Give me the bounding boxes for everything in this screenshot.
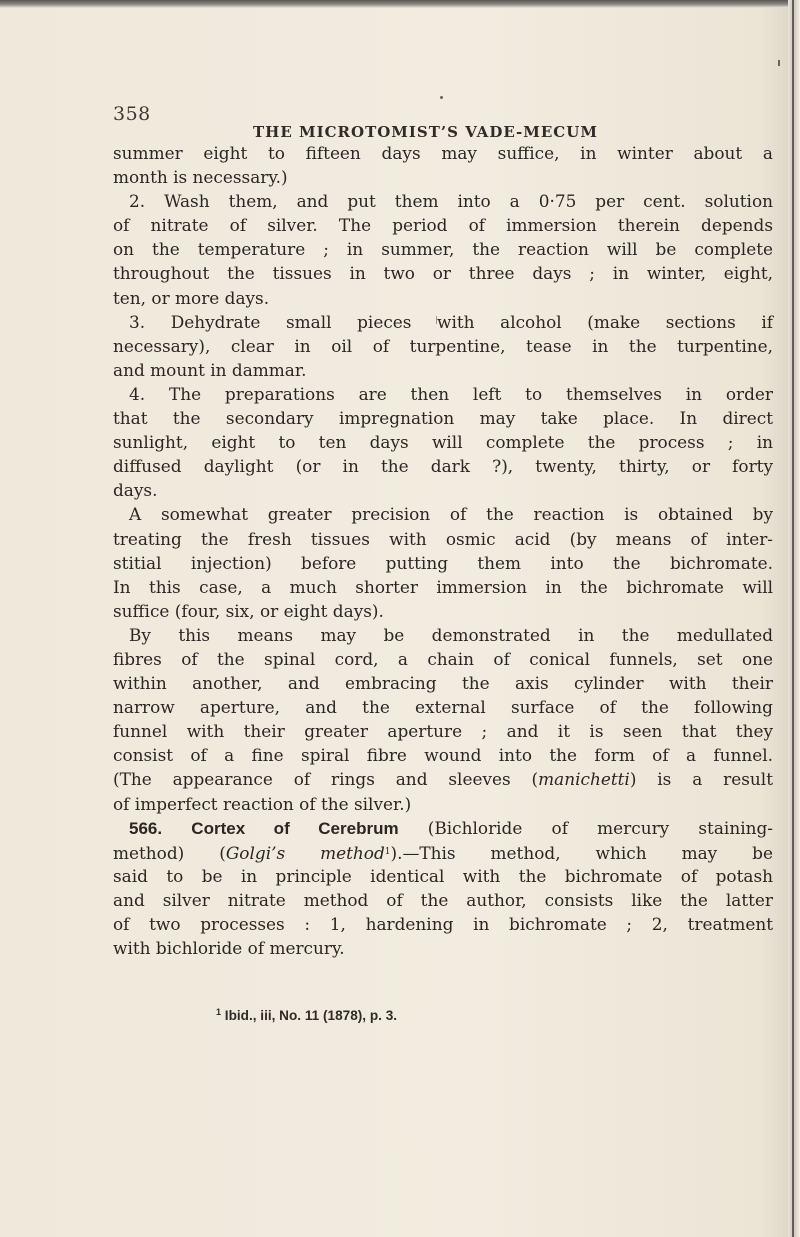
text-line: of two processes : 1, hardening in bichromate ; 2, treatment [113, 914, 773, 934]
text-line: summer eight to fifteen days may suffice, in winter about a [113, 143, 773, 163]
text-line: throughout the tissues in two or three days ; in winter, eight, [113, 263, 773, 284]
italic-term: Golgi’s method [225, 842, 385, 863]
text-line: and mount in dammar. [113, 359, 307, 380]
text-line: necessary), clear in oil of turpentine, tease in the turpentine, [113, 335, 773, 356]
text-line: month is necessary.) [113, 167, 288, 188]
italic-term: manichetti [538, 769, 630, 790]
section-heading-line [113, 816, 773, 840]
footnote-text: Ibid., iii, No. 11 (1878), p. 3. [224, 1008, 398, 1023]
text-line: 2. Wash them, and put them into a 0·75 per cent. solution [129, 191, 773, 212]
margin-speck [440, 96, 443, 99]
text-line: said to be in principle identical with the bichromate of potash [113, 865, 773, 886]
page-number: 358 [113, 103, 151, 125]
body-text [113, 141, 773, 960]
text-line: A somewhat greater precision of the reaction is obtained by [129, 504, 773, 525]
text-line: narrow aperture, and the external surface of the following [113, 697, 773, 718]
text-line: funnel with their greater aperture ; and it is seen that they [113, 721, 773, 742]
text-run: (Bichloride of mercury staining- [398, 817, 773, 838]
text-line: suffice (four, six, or eight days). [113, 600, 384, 621]
text-line [113, 767, 773, 791]
page-edge-line [792, 0, 794, 1237]
text-line: diffused daylight (or in the dark ?), twenty, thirty, or forty [113, 456, 773, 477]
text-run: ).—This method, which may be [390, 842, 773, 863]
text-run: (The appearance of rings and sleeves ( [113, 769, 539, 790]
text-line: In this case, a much shorter immersion in the bichromate will [113, 576, 773, 597]
footnote [216, 1007, 397, 1023]
footnote-reference: 1 [384, 846, 391, 857]
text-line [113, 840, 773, 864]
text-line: days. [113, 480, 158, 501]
text-line: that the secondary impregnation may take place. In direct [113, 408, 773, 429]
text-line: of imperfect reaction of the silver.) [113, 793, 412, 814]
text-line: consist of a fine spiral fibre wound into the form of a funnel. [113, 745, 773, 766]
text-line: stitial injection) before putting them into the bichromate. [113, 552, 773, 573]
running-title: THE MICROTOMIST’S VADE-MECUM [253, 123, 598, 141]
page-header [113, 103, 773, 141]
section-number: 566. [129, 818, 163, 838]
text-line: and silver nitrate method of the author, consists like the latter [113, 889, 773, 910]
text-run: method) ( [113, 842, 226, 863]
footnote-marker: 1 [216, 1007, 222, 1017]
text-line: on the temperature ; in summer, the reaction will be complete [113, 239, 773, 260]
page-gutter-edge [788, 0, 800, 1237]
margin-speck-3 [778, 60, 780, 66]
text-line: 3. Dehydrate small pieces with alcohol (make sections if [129, 311, 773, 332]
text-line: By this means may be demonstrated in the medullated [129, 624, 773, 645]
text-line: ten, or more days. [113, 287, 270, 308]
text-line: fibres of the spinal cord, a chain of conical funnels, set one [113, 648, 773, 669]
section-title: Cortex of Cerebrum [191, 818, 399, 838]
text-line: sunlight, eight to ten days will complete the process ; in [113, 432, 773, 453]
text-line: with bichloride of mercury. [113, 938, 345, 959]
text-run: ) is a result [629, 769, 773, 790]
text-line: 4. The preparations are then left to themselves in order [129, 383, 773, 404]
text-line: treating the fresh tissues with osmic acid (by means of inter- [113, 528, 773, 549]
page-top-shadow [0, 0, 800, 8]
text-line: of nitrate of silver. The period of immersion therein depends [113, 215, 773, 236]
text-line: within another, and embracing the axis cylinder with their [113, 673, 773, 694]
